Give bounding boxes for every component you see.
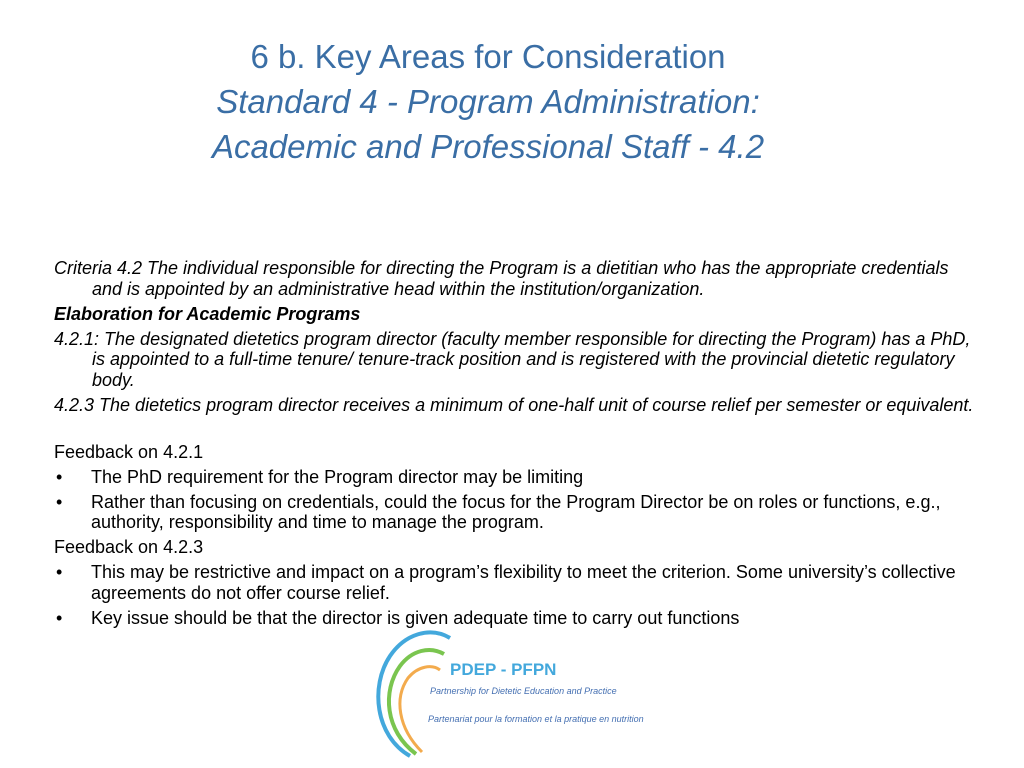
elaboration-heading: Elaboration for Academic Programs xyxy=(54,303,361,324)
title-line-1: 6 b. Key Areas for Consideration xyxy=(250,38,726,75)
feedback-bullet xyxy=(54,562,974,603)
pdep-logo xyxy=(370,616,644,762)
logo-tagline-en: Partnership for Dietetic Education and Practice xyxy=(430,686,617,696)
title-line-2: Standard 4 - Program Administration: xyxy=(216,83,760,120)
elaboration-item-4-2-1: 4.2.1: The designated dietetics program director (faculty member responsible for directing the Program) has a PhD, is appointed to a full-time tenure/ tenure-track position and is registered with the provincial dietetic regulatory body. xyxy=(54,328,971,390)
feedback-bullet xyxy=(54,492,974,533)
feedback-bullet xyxy=(54,467,974,488)
bullet-icon: • xyxy=(56,562,63,582)
feedback-bullet-text: Key issue should be that the director is given adequate time to carry out functions xyxy=(91,607,740,628)
slide-body xyxy=(54,258,974,633)
bullet-icon: • xyxy=(56,466,63,487)
slide-title xyxy=(0,34,976,169)
bullet-icon: • xyxy=(56,491,63,512)
feedback-heading-4-2-1: Feedback on 4.2.1 xyxy=(54,441,204,462)
criteria-text: Criteria 4.2 The individual responsible for directing the Program is a dietitian who has the appropriate credentials and is appointed by an administrative head within the institution/organization. xyxy=(54,258,949,299)
feedback-bullet-text: The PhD requirement for the Program director may be limiting xyxy=(91,466,584,487)
logo-name: PDEP - PFPN xyxy=(450,660,557,679)
feedback-bullet-text: This may be restrictive and impact on a program’s flexibility to meet the criterion. Some university’s collective agreements do not offer course relief. xyxy=(91,562,956,603)
logo-tagline-fr: Partenariat pour la formation et la pratique en nutrition xyxy=(428,714,644,724)
elaboration-item-4-2-3: 4.2.3 The dietetics program director receives a minimum of one-half unit of course relief per semester or equivalent. xyxy=(54,394,974,415)
spacer xyxy=(54,420,974,442)
bullet-icon: • xyxy=(56,607,63,628)
feedback-bullet-text: Rather than focusing on credentials, could the focus for the Program Director be on roles or functions, e.g., authority, responsibility and time to manage the program. xyxy=(91,491,941,532)
title-line-3: Academic and Professional Staff - 4.2 xyxy=(211,128,765,165)
feedback-heading-4-2-3: Feedback on 4.2.3 xyxy=(54,537,204,557)
